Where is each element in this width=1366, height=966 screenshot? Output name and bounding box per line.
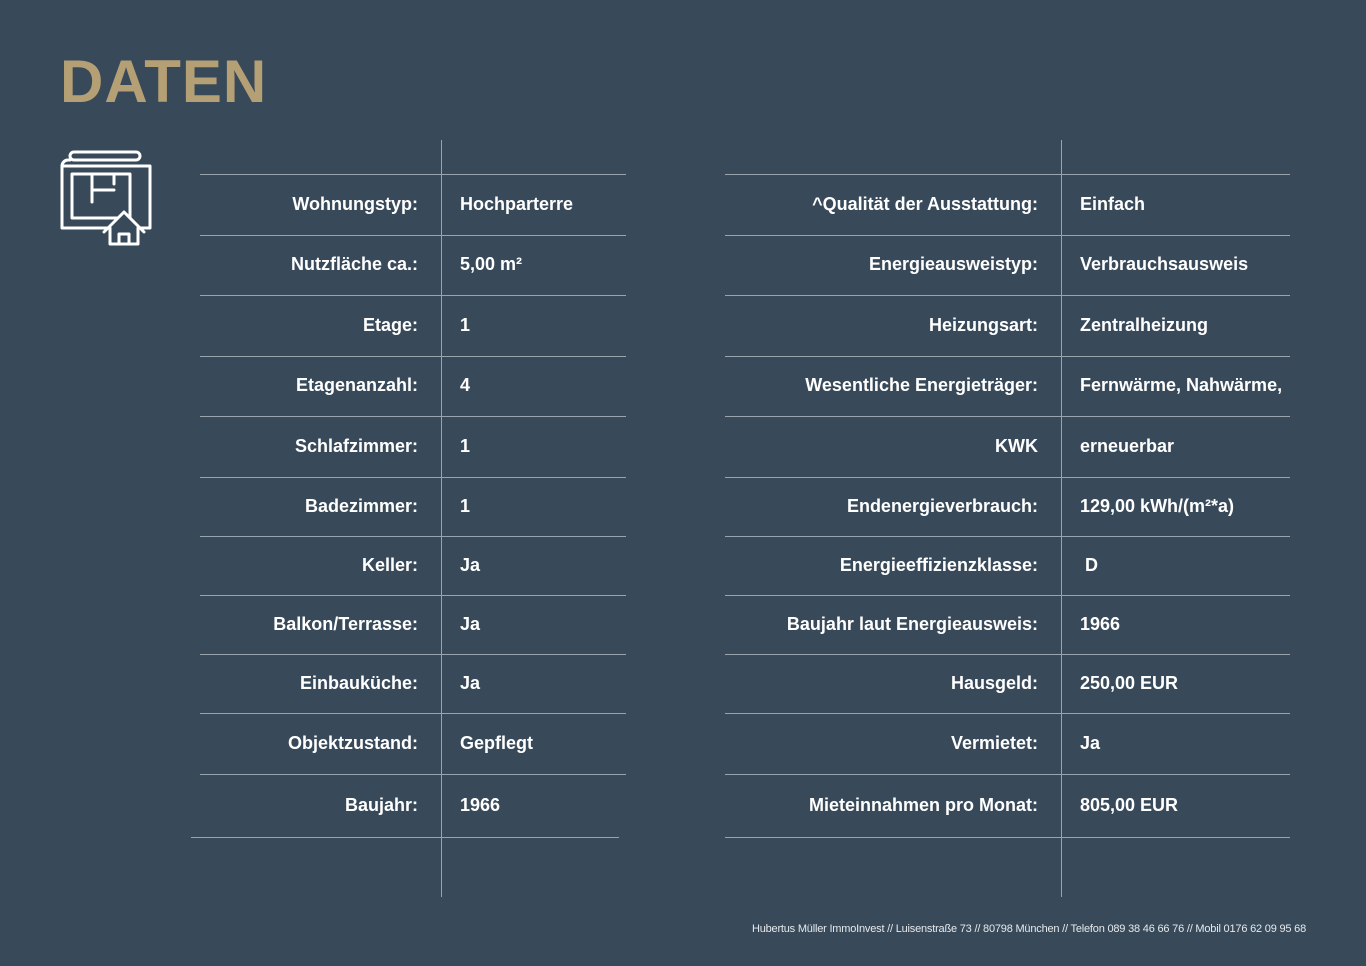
field-value: Ja — [460, 613, 481, 634]
field-value: Ja — [460, 672, 481, 693]
field-label: Endenergieverbrauch: — [846, 495, 1038, 516]
row-divider — [725, 536, 1290, 537]
field-label: Heizungsart: — [928, 314, 1038, 335]
field-label: Schlafzimmer: — [294, 435, 418, 456]
row-divider — [725, 416, 1290, 417]
field-label: Etage: — [362, 314, 418, 335]
field-label: Etagenanzahl: — [295, 375, 418, 395]
field-label: KWK — [995, 435, 1038, 456]
field-value: 1 — [460, 435, 471, 456]
row-divider — [725, 774, 1290, 775]
field-value: Ja — [460, 554, 481, 575]
field-label: Keller: — [361, 554, 418, 575]
field-value: 250,00 EUR — [1080, 672, 1179, 693]
field-label: Wesentliche Energieträger: — [805, 375, 1038, 395]
row-divider — [725, 477, 1290, 478]
field-value: 4 — [460, 375, 471, 395]
page-title: DATEN — [60, 48, 268, 115]
field-value: 129,00 kWh/(m²*a) — [1080, 495, 1235, 516]
row-divider — [725, 595, 1290, 596]
row-divider — [725, 837, 1290, 838]
field-label: Hausgeld: — [950, 672, 1038, 693]
field-label: Wohnungstyp: — [292, 193, 418, 214]
field-label: Balkon/Terrasse: — [273, 613, 418, 634]
field-value: Gepflegt — [460, 732, 534, 753]
field-label: ^Qualität der Ausstattung: — [812, 193, 1038, 214]
field-value: 805,00 EUR — [1080, 794, 1179, 815]
field-value: 1966 — [1080, 613, 1121, 634]
row-divider — [725, 654, 1290, 655]
field-value: Hochparterre — [460, 193, 574, 214]
field-value: 1966 — [460, 794, 501, 815]
row-divider — [725, 713, 1290, 714]
field-label: Energieausweistyp: — [868, 254, 1038, 274]
field-label: Vermietet: — [950, 732, 1038, 753]
row-divider — [725, 235, 1290, 236]
field-label: Mieteinnahmen pro Monat: — [809, 794, 1038, 815]
field-value: erneuerbar — [1080, 435, 1175, 456]
field-label: Einbauküche: — [299, 672, 418, 693]
field-label: Badezimmer: — [304, 495, 418, 516]
right-data-table — [0, 140, 1366, 900]
field-value: 1 — [460, 495, 471, 516]
footer-contact: Hubertus Müller ImmoInvest // Luisenstraße 73 // 80798 München // Telefon 089 38 46 66 76 // Mobil 0176 62 09 95 68 — [751, 923, 1306, 935]
row-divider — [725, 295, 1290, 296]
field-label: Nutzfläche ca.: — [290, 254, 418, 274]
field-value: D — [1080, 554, 1098, 575]
field-value: 1 — [460, 314, 471, 335]
field-label: Objektzustand: — [287, 732, 418, 753]
field-value: Fernwärme, Nahwärme, — [1080, 375, 1283, 395]
field-value: 5,00 m² — [460, 254, 523, 274]
field-value: Zentralheizung — [1080, 314, 1209, 335]
field-value: Einfach — [1080, 193, 1146, 214]
field-value: Ja — [1080, 732, 1101, 753]
field-value: Verbrauchsausweis — [1080, 254, 1249, 274]
field-label: Energieeffizienzklasse: — [839, 554, 1038, 575]
row-divider — [725, 356, 1290, 357]
field-label: Baujahr laut Energieausweis: — [786, 613, 1038, 634]
field-label: Baujahr: — [344, 794, 418, 815]
row-divider — [725, 174, 1290, 175]
